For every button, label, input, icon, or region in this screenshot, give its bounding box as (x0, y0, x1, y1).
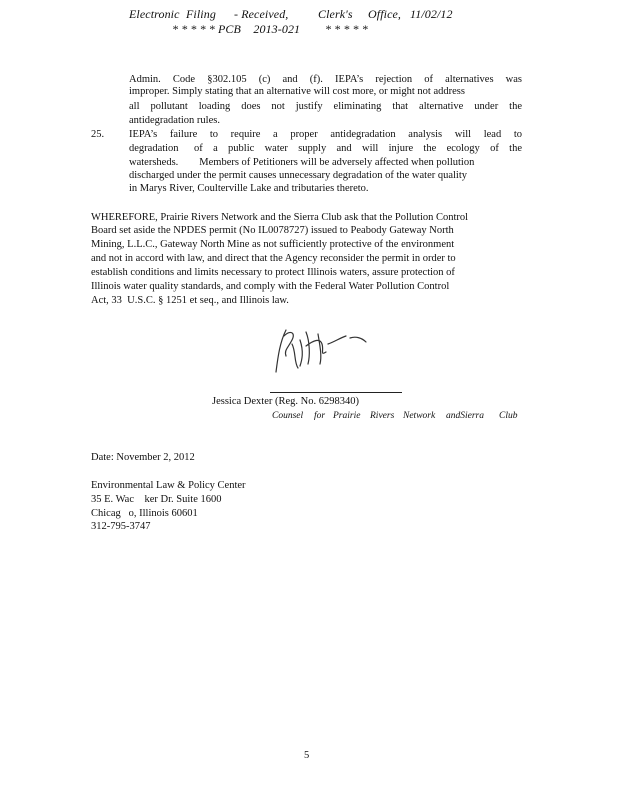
counsel-word: Network (403, 411, 436, 421)
stamp-date: 11/02/12 (410, 7, 453, 21)
text-line: all pollutant loading does not justify eliminating that alternative under the (129, 101, 522, 112)
filing-stamp-line-2: * * * * * PCB 2013-021 * * * * * (172, 22, 368, 36)
address-line: Environmental Law & Policy Center (91, 480, 246, 491)
text-line: establish conditions and limits necessary to protect Illinois waters, assure protection of (91, 267, 455, 278)
text-line: antidegradation rules. (129, 115, 220, 126)
counsel-word: andSierra (446, 411, 484, 421)
document-date: Date: November 2, 2012 (91, 452, 195, 463)
text-line: improper. Simply stating that an alternative will cost more, or might not address (129, 86, 465, 97)
stamp-word: Office, (368, 7, 402, 21)
address-line: Chicag o, Illinois 60601 (91, 508, 198, 519)
text-line: Admin. Code §302.105 (c) and (f). IEPA’s rejection of alternatives was (129, 74, 522, 85)
handwritten-signature (270, 322, 380, 382)
stamp-word: Electronic (129, 7, 180, 21)
signature-line (270, 392, 402, 393)
text-line: Act, 33 U.S.C. § 1251 et seq., and Illinois law. (91, 295, 289, 306)
text-line: WHEREFORE, Prairie Rivers Network and the Sierra Club ask that the Pollution Control (91, 212, 469, 223)
text-line: Mining, L.L.C., Gateway North Mine as not sufficiently protective of the environment (91, 239, 455, 250)
stamp-word: Filing (186, 7, 216, 21)
address-line: 35 E. Wac ker Dr. Suite 1600 (91, 494, 222, 505)
text-line: IEPA’s failure to require a proper antidegradation analysis will lead to (129, 129, 522, 140)
counsel-word: Counsel (272, 411, 304, 421)
text-line: discharged under the permit causes unnecessary degradation of the water quality (129, 170, 468, 181)
counsel-word: for (314, 411, 326, 421)
signer-name: Jessica Dexter (Reg. No. 6298340) (212, 396, 359, 407)
paragraph-number: 25. (91, 129, 105, 140)
page-number: 5 (304, 750, 310, 761)
text-line: degradation of a public water supply and will injure the ecology of the (129, 143, 522, 154)
counsel-word: Club (499, 411, 518, 421)
stamp-word: Clerk's (318, 7, 353, 21)
text-line: watersheds. Members of Petitioners will be adversely affected when pollution (129, 157, 475, 168)
counsel-word: Rivers (370, 411, 395, 421)
text-line: Illinois water quality standards, and comply with the Federal Water Pollution Control (91, 281, 450, 292)
text-line: Board set aside the NPDES permit (No IL0078727) issued to Peabody Gateway North (91, 225, 454, 236)
stamp-word: - Received, (234, 7, 289, 21)
text-line: and not in accord with law, and direct that the Agency reconsider the permit in order to (91, 253, 456, 264)
text-line: in Marys River, Coulterville Lake and tributaries thereto. (129, 183, 369, 194)
address-line: 312-795-3747 (91, 521, 151, 532)
counsel-word: Prairie (333, 411, 361, 421)
